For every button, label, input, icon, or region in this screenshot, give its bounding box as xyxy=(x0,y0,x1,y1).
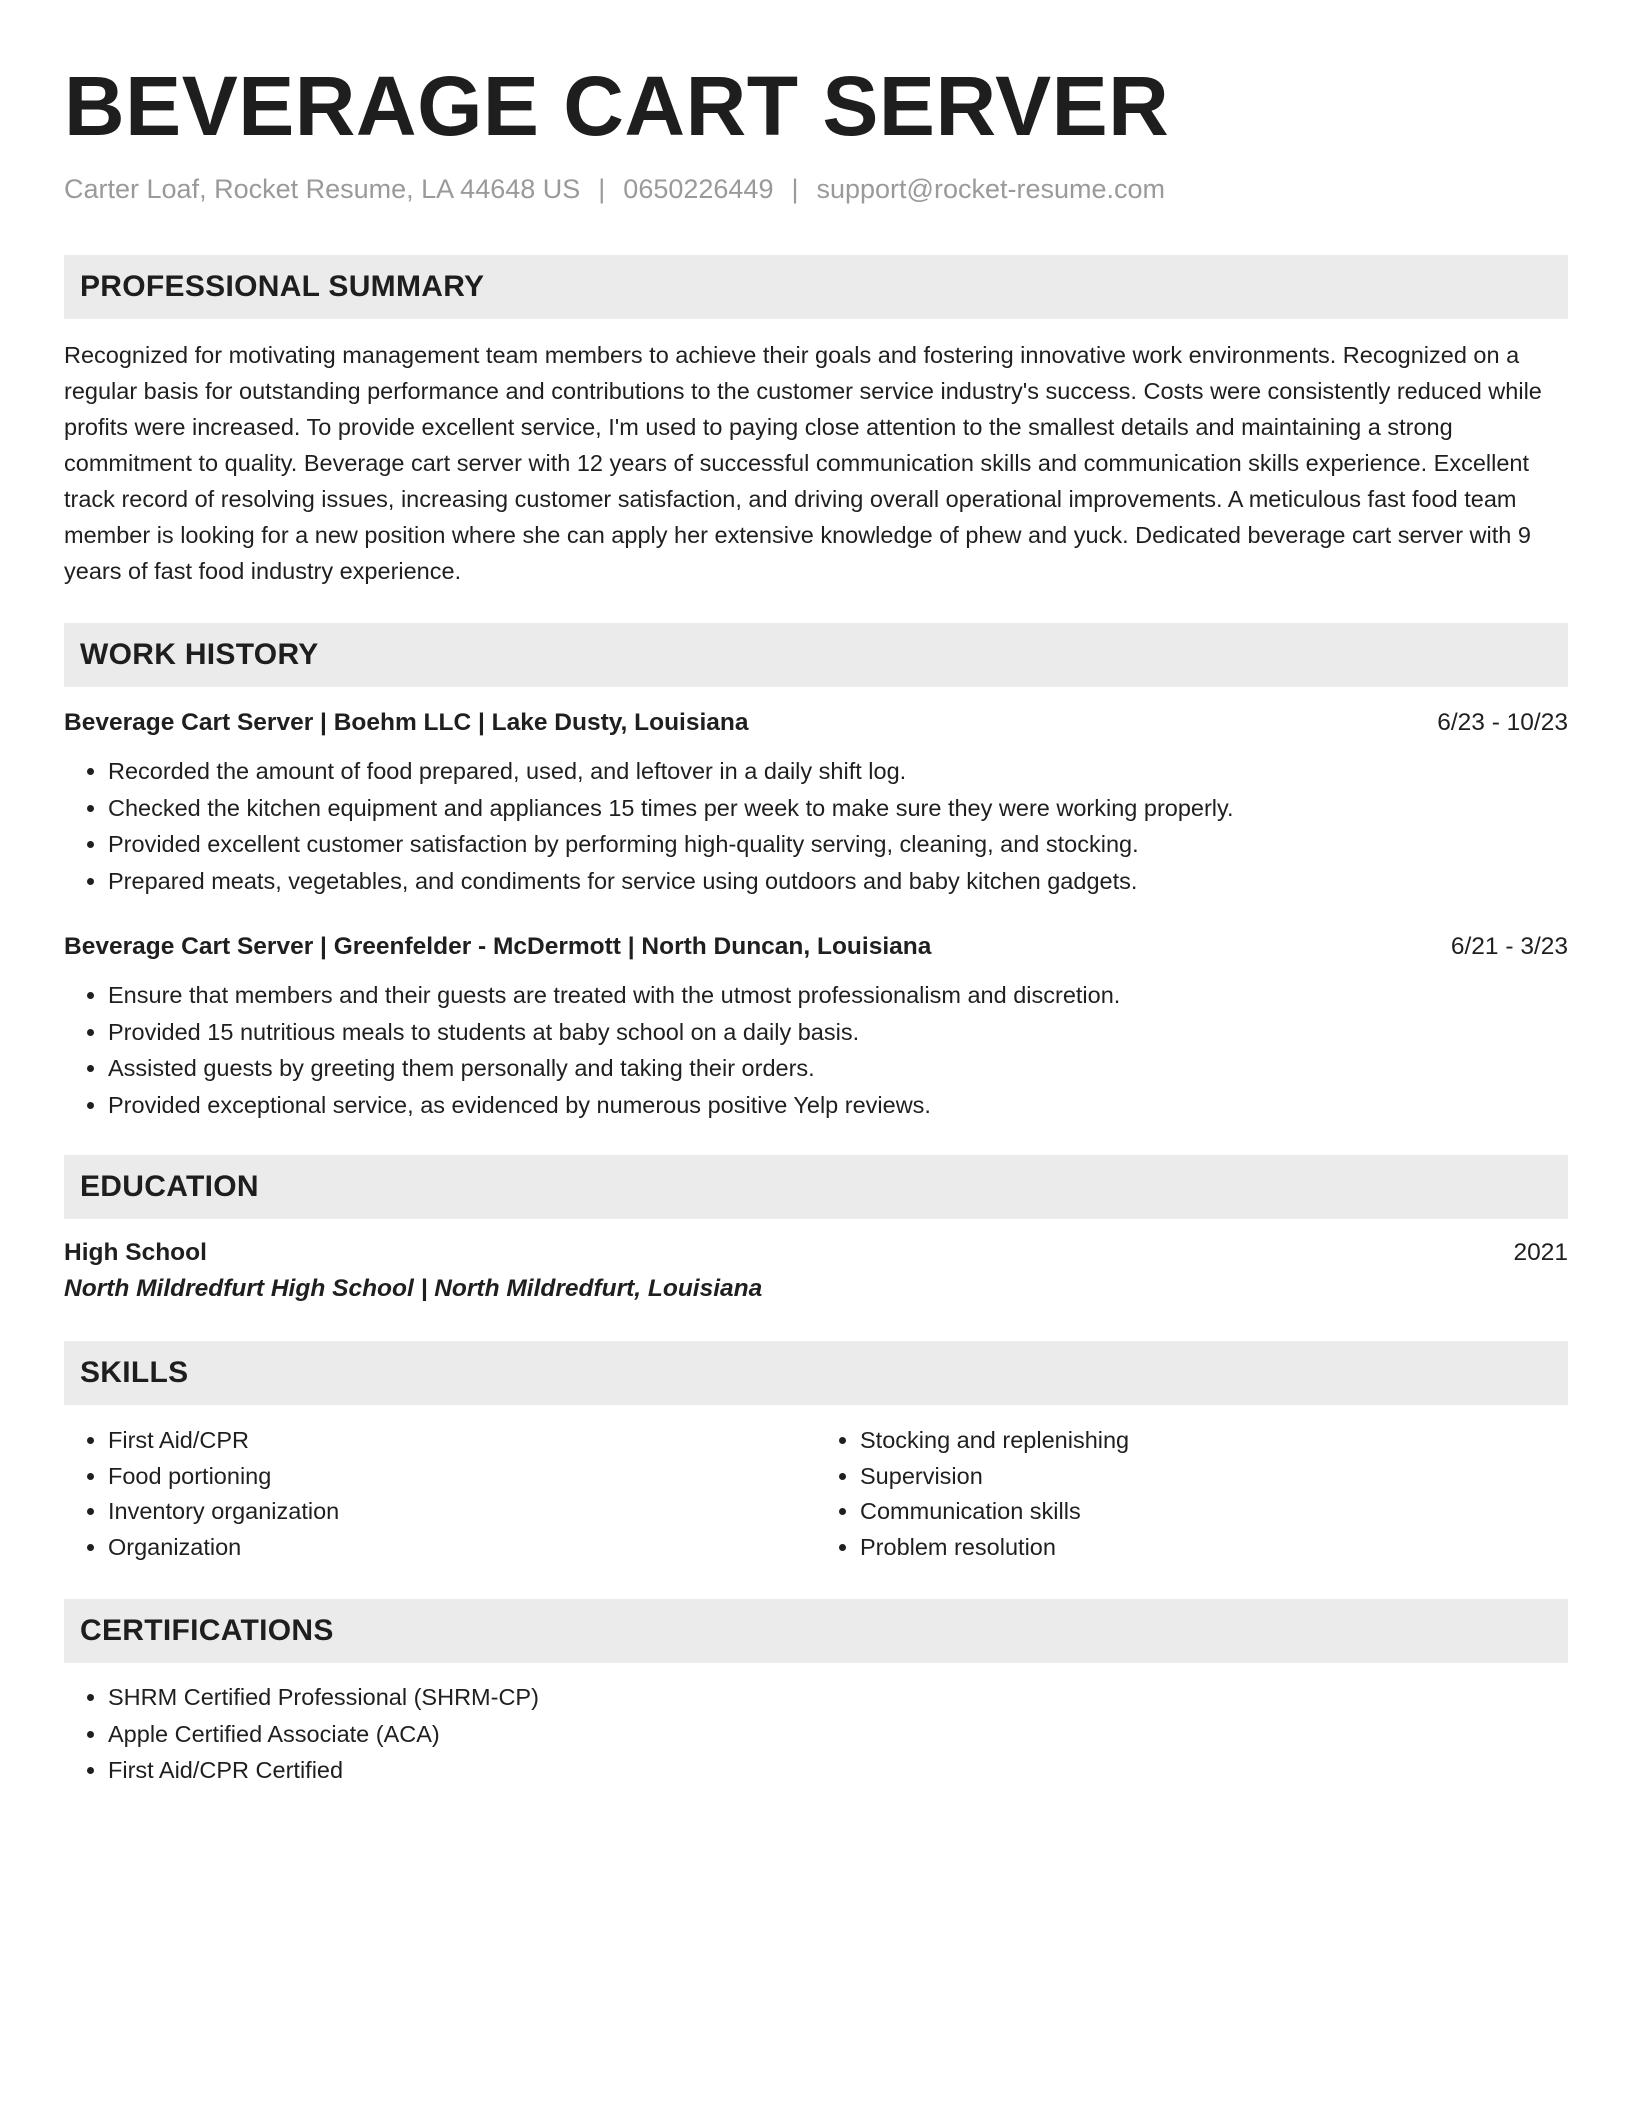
job-dates: 6/21 - 3/23 xyxy=(1450,933,1568,961)
contact-separator: | xyxy=(598,174,606,205)
job-bullets xyxy=(64,977,1568,1123)
job-header xyxy=(64,933,1568,961)
summary-text: Recognized for motivating management team members to achieve their goals and fostering innovative work environments. Recognized on a regular basis for outstanding performance and contributions to the customer service industry's success. Costs were consistently reduced while profits were increased. To provide excellent service, I'm used to paying close attention to the smallest details and maintaining a strong commitment to quality. Beverage cart server with 12 years of successful communication skills and communication skills experience. Excellent track record of resolving issues, increasing customer satisfaction, and driving overall operational improvements. A meticulous fast food team member is looking for a new position where she can apply her extensive knowledge of phew and yuck. Dedicated beverage cart server with 9 years of fast food industry experience. xyxy=(64,342,1542,585)
section-title: CERTIFICATIONS xyxy=(80,1614,334,1648)
certifications-list xyxy=(64,1679,1568,1789)
job-dates: 6/23 - 10/23 xyxy=(1437,709,1568,737)
section-title: WORK HISTORY xyxy=(80,638,319,672)
contact-email: support@rocket-resume.com xyxy=(816,174,1166,205)
candidate-name: BEVERAGE CART SERVER xyxy=(64,59,1170,153)
education-header xyxy=(64,1239,1568,1267)
contact-line xyxy=(64,174,1568,205)
certification-item: • SHRM Certified Professional (SHRM-CP) xyxy=(108,1679,1568,1716)
skills-list xyxy=(64,1423,1568,1565)
job-title: Beverage Cart Server | Greenfelder - McDermott | North Duncan, Louisiana xyxy=(64,933,932,961)
job-bullets xyxy=(64,753,1568,899)
section-title: PROFESSIONAL SUMMARY xyxy=(80,270,485,304)
skills-column-left xyxy=(64,1423,816,1565)
certification-item: • First Aid/CPR Certified xyxy=(108,1752,1568,1789)
job-entry xyxy=(64,933,1568,1123)
job-entry xyxy=(64,709,1568,899)
section-header-certifications xyxy=(64,1599,1568,1663)
education-entry xyxy=(64,1239,1568,1303)
section-title: SKILLS xyxy=(80,1356,189,1390)
section-header-skills xyxy=(64,1341,1568,1405)
skills-column-right xyxy=(816,1423,1568,1565)
job-bullet: • Prepared meats, vegetables, and condiments for service using outdoors and baby kitchen gadgets. xyxy=(108,863,1568,900)
skill-item: • Problem resolution xyxy=(860,1530,1568,1566)
skill-item: • Organization xyxy=(108,1530,816,1566)
skill-item: • Supervision xyxy=(860,1459,1568,1495)
contact-address: Carter Loaf, Rocket Resume, LA 44648 US xyxy=(64,174,581,205)
section-title: EDUCATION xyxy=(80,1170,259,1204)
skill-item: • Inventory organization xyxy=(108,1494,816,1530)
job-header xyxy=(64,709,1568,737)
job-bullet: • Checked the kitchen equipment and appliances 15 times per week to make sure they were working properly. xyxy=(108,790,1568,827)
skill-item: • First Aid/CPR xyxy=(108,1423,816,1459)
skill-item: • Communication skills xyxy=(860,1494,1568,1530)
education-degree: High School xyxy=(64,1239,207,1267)
skill-item: • Food portioning xyxy=(108,1459,816,1495)
contact-separator: | xyxy=(791,174,799,205)
job-bullet: • Recorded the amount of food prepared, used, and leftover in a daily shift log. xyxy=(108,753,1568,790)
job-bullet: • Assisted guests by greeting them personally and taking their orders. xyxy=(108,1050,1568,1087)
job-bullet: • Provided exceptional service, as evidenced by numerous positive Yelp reviews. xyxy=(108,1087,1568,1124)
job-bullet: • Ensure that members and their guests are treated with the utmost professionalism and discretion. xyxy=(108,977,1568,1014)
section-header-education xyxy=(64,1155,1568,1219)
certification-item: • Apple Certified Associate (ACA) xyxy=(108,1716,1568,1753)
job-title: Beverage Cart Server | Boehm LLC | Lake Dusty, Louisiana xyxy=(64,709,749,737)
education-school: North Mildredfurt High School | North Mildredfurt, Louisiana xyxy=(64,1275,763,1303)
skill-item: • Stocking and replenishing xyxy=(860,1423,1568,1459)
section-header-work-history xyxy=(64,623,1568,687)
job-bullet: • Provided excellent customer satisfaction by performing high-quality serving, cleaning, and stocking. xyxy=(108,826,1568,863)
education-year: 2021 xyxy=(1513,1239,1568,1267)
contact-phone: 0650226449 xyxy=(623,174,774,205)
job-bullet: • Provided 15 nutritious meals to students at baby school on a daily basis. xyxy=(108,1014,1568,1051)
section-header-summary xyxy=(64,255,1568,319)
